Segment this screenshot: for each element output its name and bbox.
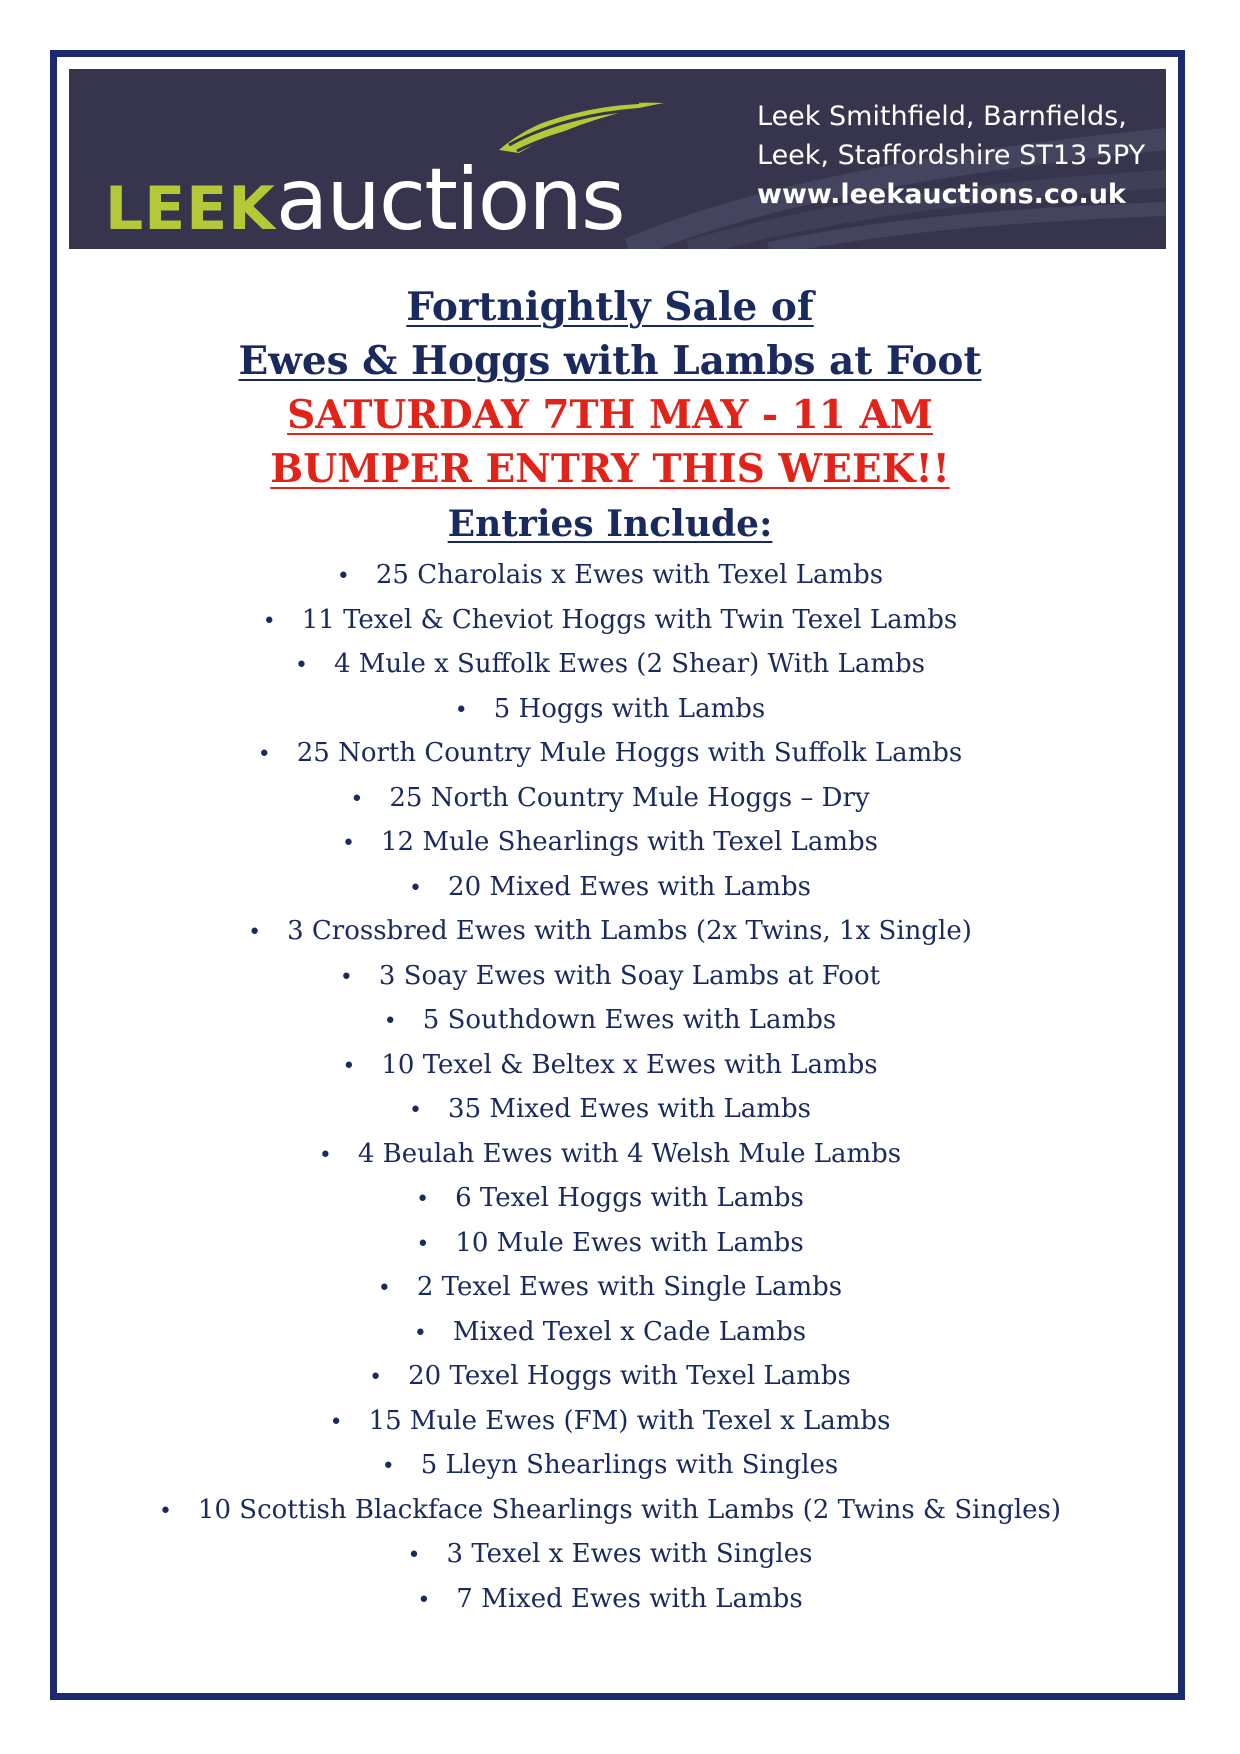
entry-text: 25 Charolais x Ewes with Texel Lambs xyxy=(375,560,884,590)
entry-text: 12 Mule Shearlings with Texel Lambs xyxy=(381,827,878,857)
logo-leek-text: LEEK xyxy=(105,174,276,244)
entry-item xyxy=(60,688,1160,733)
entry-item xyxy=(60,910,1160,955)
address-line-2: Leek, Staffordshire ST13 5PY xyxy=(757,140,1146,171)
bullet-icon: • xyxy=(257,742,271,767)
bullet-icon: • xyxy=(295,653,308,678)
bullet-icon: • xyxy=(383,1009,397,1034)
entry-text: 7 Mixed Ewes with Lambs xyxy=(456,1583,803,1614)
bullet-icon: • xyxy=(369,1365,383,1390)
entry-text: 20 Texel Hoggs with Texel Lambs xyxy=(408,1361,851,1391)
entries-list xyxy=(60,554,1160,1622)
entry-item xyxy=(60,599,1160,644)
bumper-entry-notice: BUMPER ENTRY THIS WEEK!! xyxy=(270,446,950,492)
entry-item xyxy=(60,1088,1160,1133)
leaf-logo-icon xyxy=(489,95,669,155)
entry-text: 11 Texel & Cheviot Hoggs with Twin Texel Lambs xyxy=(301,604,958,635)
entry-item xyxy=(60,999,1160,1044)
bullet-icon: • xyxy=(377,1276,391,1301)
entry-text: 5 Hoggs with Lambs xyxy=(493,693,766,724)
entry-item xyxy=(60,1222,1160,1267)
entry-item xyxy=(60,866,1160,911)
bullet-icon: • xyxy=(409,875,423,901)
entry-text: Mixed Texel x Cade Lambs xyxy=(452,1316,807,1347)
entry-text: 25 North Country Mule Hoggs with Suffolk Lambs xyxy=(296,738,963,768)
entry-item xyxy=(60,643,1160,688)
entry-text: 15 Mule Ewes (FM) with Texel x Lambs xyxy=(368,1405,891,1436)
entry-item xyxy=(60,1578,1160,1623)
bullet-icon: • xyxy=(407,1543,421,1568)
entry-text: 4 Mule x Suffolk Ewes (2 Shear) With Lambs xyxy=(333,649,925,679)
bullet-icon: • xyxy=(248,920,262,945)
entry-item xyxy=(60,1044,1160,1089)
entry-item xyxy=(60,1266,1160,1311)
title-line-2: Ewes & Hoggs with Lambs at Foot xyxy=(238,338,982,384)
entry-item xyxy=(60,732,1160,777)
entry-item xyxy=(60,821,1160,866)
bullet-icon: • xyxy=(454,697,468,723)
entry-item xyxy=(60,1444,1160,1489)
entry-text: 6 Texel Hoggs with Lambs xyxy=(455,1183,804,1213)
entry-text: 3 Crossbred Ewes with Lambs (2x Twins, 1x Single) xyxy=(287,916,972,946)
leek-auctions-logo xyxy=(105,150,624,249)
entry-text: 10 Texel & Beltex x Ewes with Lambs xyxy=(381,1049,878,1080)
bullet-icon: • xyxy=(262,608,276,634)
entry-text: 3 Soay Ewes with Soay Lambs at Foot xyxy=(378,960,881,991)
entry-item xyxy=(60,1177,1160,1222)
title-line-1: Fortnightly Sale of xyxy=(406,284,814,330)
website-link[interactable]: www.leekauctions.co.uk xyxy=(757,179,1126,210)
entry-text: 2 Texel Ewes with Single Lambs xyxy=(416,1272,843,1302)
entry-item xyxy=(60,955,1160,1000)
bullet-icon: • xyxy=(381,1454,395,1479)
entry-text: 10 Scottish Blackface Shearlings with Lambs (2 Twins & Singles) xyxy=(197,1494,1062,1525)
sale-content xyxy=(60,280,1160,1622)
entries-heading: Entries Include: xyxy=(447,503,773,545)
address-line-1: Leek Smithfield, Barnfields, xyxy=(757,101,1127,132)
entry-item xyxy=(60,1355,1160,1400)
bullet-icon: • xyxy=(329,1409,343,1435)
bullet-icon: • xyxy=(342,831,355,856)
entry-text: 20 Mixed Ewes with Lambs xyxy=(448,871,811,902)
entry-item xyxy=(60,1533,1160,1578)
bullet-icon: • xyxy=(350,786,364,812)
entry-item xyxy=(60,1400,1160,1445)
entry-text: 35 Mixed Ewes with Lambs xyxy=(448,1094,811,1124)
entry-item xyxy=(60,1489,1160,1534)
bullet-icon: • xyxy=(416,1231,430,1257)
entry-text: 3 Texel x Ewes with Singles xyxy=(446,1539,813,1569)
entry-text: 5 Lleyn Shearlings with Singles xyxy=(420,1450,839,1480)
bullet-icon: • xyxy=(416,1187,430,1212)
entry-text: 10 Mule Ewes with Lambs xyxy=(455,1227,804,1258)
entry-text: 5 Southdown Ewes with Lambs xyxy=(422,1005,837,1035)
entry-item xyxy=(60,777,1160,822)
sale-date: SATURDAY 7TH MAY - 11 AM xyxy=(287,392,933,438)
bullet-icon: • xyxy=(409,1098,423,1123)
bullet-icon: • xyxy=(318,1142,332,1168)
entry-item xyxy=(60,1133,1160,1178)
entry-item xyxy=(60,1311,1160,1356)
bullet-icon: • xyxy=(158,1498,172,1524)
logo-auctions-text: auctions xyxy=(275,150,624,249)
address-block xyxy=(757,97,1157,214)
bullet-icon: • xyxy=(417,1587,431,1613)
bullet-icon: • xyxy=(342,1053,356,1079)
bullet-icon: • xyxy=(413,1320,427,1346)
header-banner xyxy=(69,69,1166,249)
entry-text: 4 Beulah Ewes with 4 Welsh Mule Lambs xyxy=(357,1138,902,1169)
bullet-icon: • xyxy=(339,964,353,990)
bullet-icon: • xyxy=(336,564,350,589)
entry-text: 25 North Country Mule Hoggs – Dry xyxy=(389,782,870,813)
entry-item xyxy=(60,554,1160,599)
